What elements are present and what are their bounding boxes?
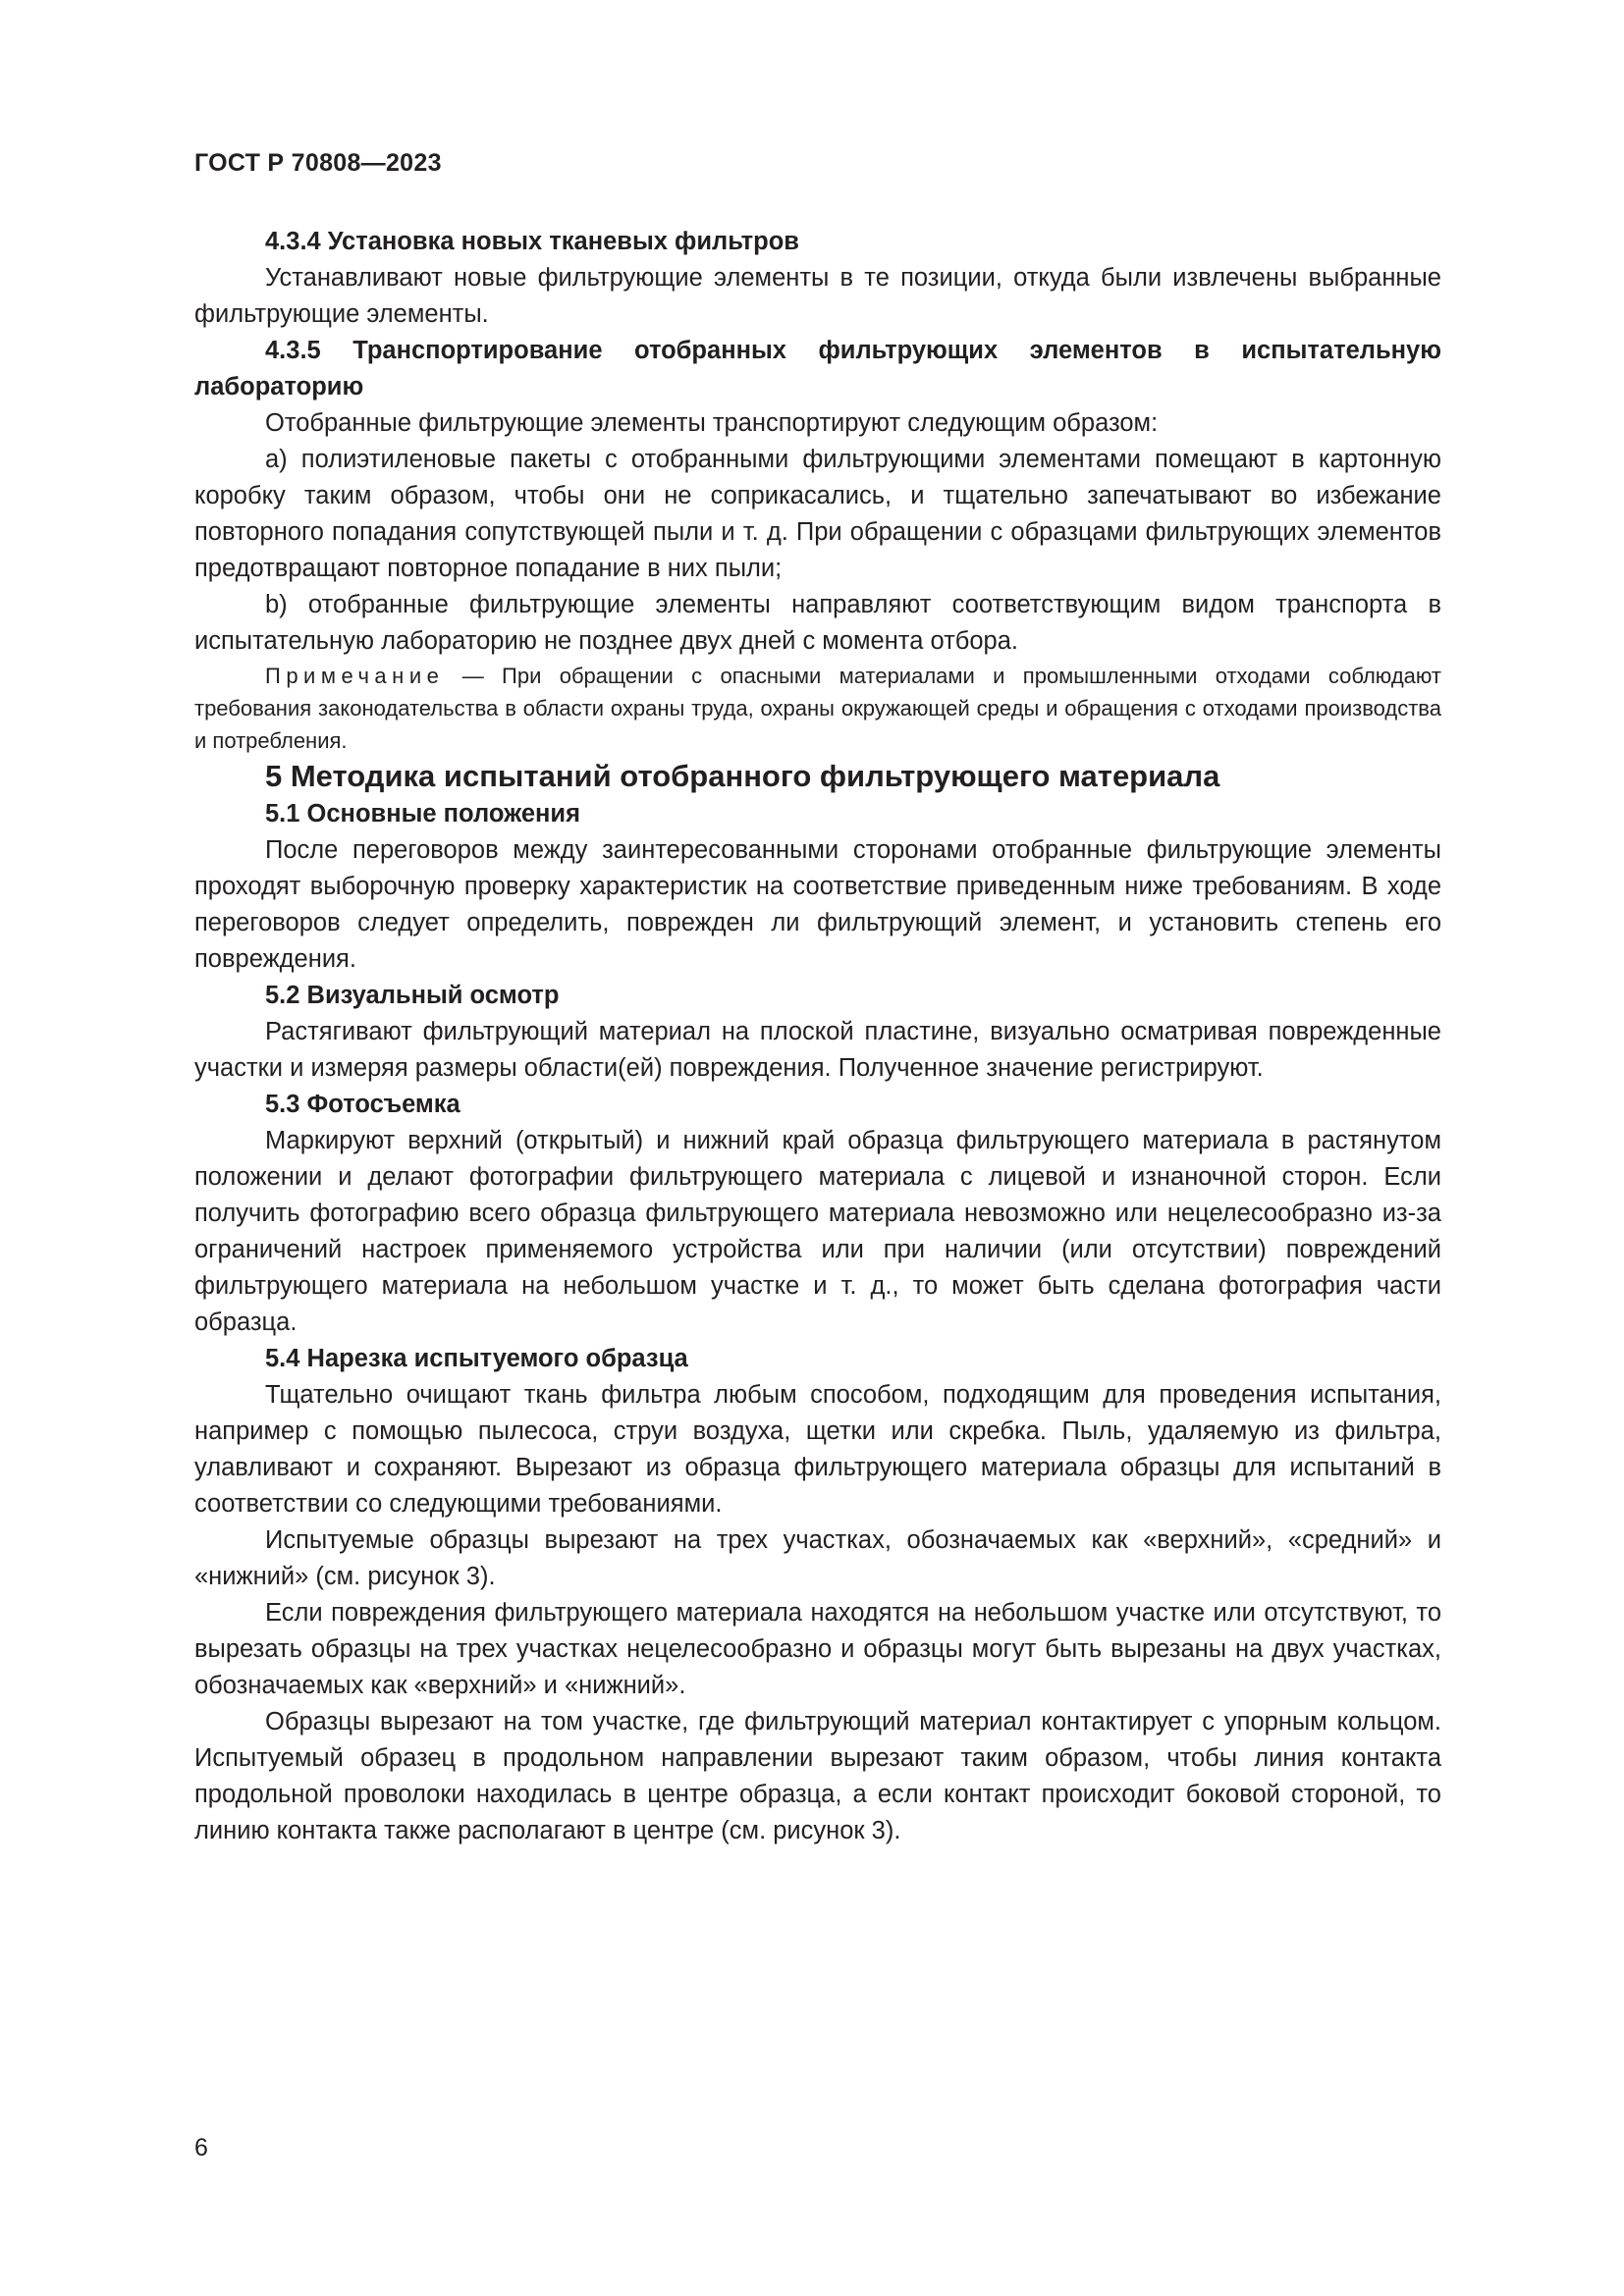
- clause-4-3-5-item-b: b) отобранные фильтрующие элементы направляют соответствующим видом транспорта в испытательную лабораторию не позднее двух дней с момента отбора.: [194, 591, 1441, 655]
- clause-5-4-paragraph-3: Если повреждения фильтрующего материала находятся на небольшом участке или отсутствуют, то вырезать образцы на трех участках нецелесообразно и образцы могут быть вырезаны на двух участках, обозначаемых как «верхний» и «нижний».: [194, 1599, 1441, 1699]
- clause-5-2-text: Растягивают фильтрующий материал на плоской пластине, визуально осматривая поврежденные участки и измеряя размеры области(ей) повреждения. Полученное значение регистрируют.: [194, 1018, 1441, 1082]
- clause-5-4-paragraph-1: Тщательно очищают ткань фильтра любым способом, подходящим для проведения испытания, например с помощью пылесоса, струи воздуха, щетки или скребка. Пыль, удаляемую из фильтра, улавливают и сохраняют. Вырезают из образца фильтрующего материала образцы для испытаний в соответствии со следующими требованиями.: [194, 1381, 1441, 1518]
- section-5-heading: 5 Методика испытаний отобранного фильтрующего материала: [265, 759, 1220, 793]
- standard-code-header: ГОСТ Р 70808—2023: [194, 149, 442, 177]
- clause-4-3-5-note: [194, 660, 1441, 757]
- clause-5-4-paragraph-2: Испытуемые образцы вырезают на трех участках, обозначаемых как «верхний», «средний» и «нижний» (см. рисунок 3).: [194, 1526, 1441, 1590]
- clause-4-3-5-heading: 4.3.5 Транспортирование отобранных фильтрующих элементов в испытательную лабораторию: [194, 337, 1441, 400]
- clause-5-2-heading: 5.2 Визуальный осмотр: [265, 982, 560, 1009]
- clause-4-3-4-heading: 4.3.4 Установка новых тканевых фильтров: [265, 228, 799, 255]
- clause-5-1-text: После переговоров между заинтересованными сторонами отобранные фильтрующие элементы проходят выборочную проверку характеристик на соответствие приведенным ниже требованиям. В ходе переговоров следует определить, поврежден ли фильтрующий элемент, и установить степень его повреждения.: [194, 836, 1441, 973]
- clause-5-4-paragraph-4: Образцы вырезают на том участке, где фильтрующий материал контактирует с упорным кольцом. Испытуемый образец в продольном направлении вырезают таким образом, чтобы линия контакта продольной проволоки находилась в центре образца, а если контакт происходит боковой стороной, то линию контакта также располагают в центре (см. рисунок 3).: [194, 1708, 1441, 1844]
- clause-4-3-5-intro: Отобранные фильтрующие элементы транспортируют следующим образом:: [265, 409, 1159, 437]
- clause-5-3-heading: 5.3 Фотосъемка: [265, 1091, 460, 1118]
- clause-4-3-5-item-a: а) полиэтиленовые пакеты с отобранными фильтрующими элементами помещают в картонную коробку таким образом, чтобы они не соприкасались, и тщательно запечатывают во избежание повторного попадания сопутствующей пыли и т. д. При обращении с образцами фильтрующих элементов предотвращают повторное попадание в них пыли;: [194, 446, 1441, 582]
- note-label: Примечание: [265, 664, 445, 688]
- note-text: — При обращении с опасными материалами и промышленными отходами соблюдают требования законодательства в области охраны труда, охраны окружающей среды и обращения с отходами производства и потребления.: [194, 664, 1441, 753]
- clause-5-1-heading: 5.1 Основные положения: [265, 800, 580, 828]
- clause-4-3-4-text: Устанавливают новые фильтрующие элементы в те позиции, откуда были извлечены выбранные фильтрующие элементы.: [194, 264, 1441, 328]
- clause-5-4-heading: 5.4 Нарезка испытуемого образца: [265, 1345, 688, 1372]
- page-content: [194, 224, 1441, 1849]
- page-number: 6: [194, 2134, 208, 2162]
- clause-5-3-text: Маркируют верхний (открытый) и нижний край образца фильтрующего материала в растянутом положении и делают фотографии фильтрующего материала с лицевой и изнаночной сторон. Если получить фотографию всего образца фильтрующего материала невозможно или нецелесообразно из-за ограничений настроек применяемого устройства или при наличии (или отсутствии) повреждений фильтрующего материала на небольшом участке и т. д., то может быть сделана фотография части образца.: [194, 1127, 1441, 1336]
